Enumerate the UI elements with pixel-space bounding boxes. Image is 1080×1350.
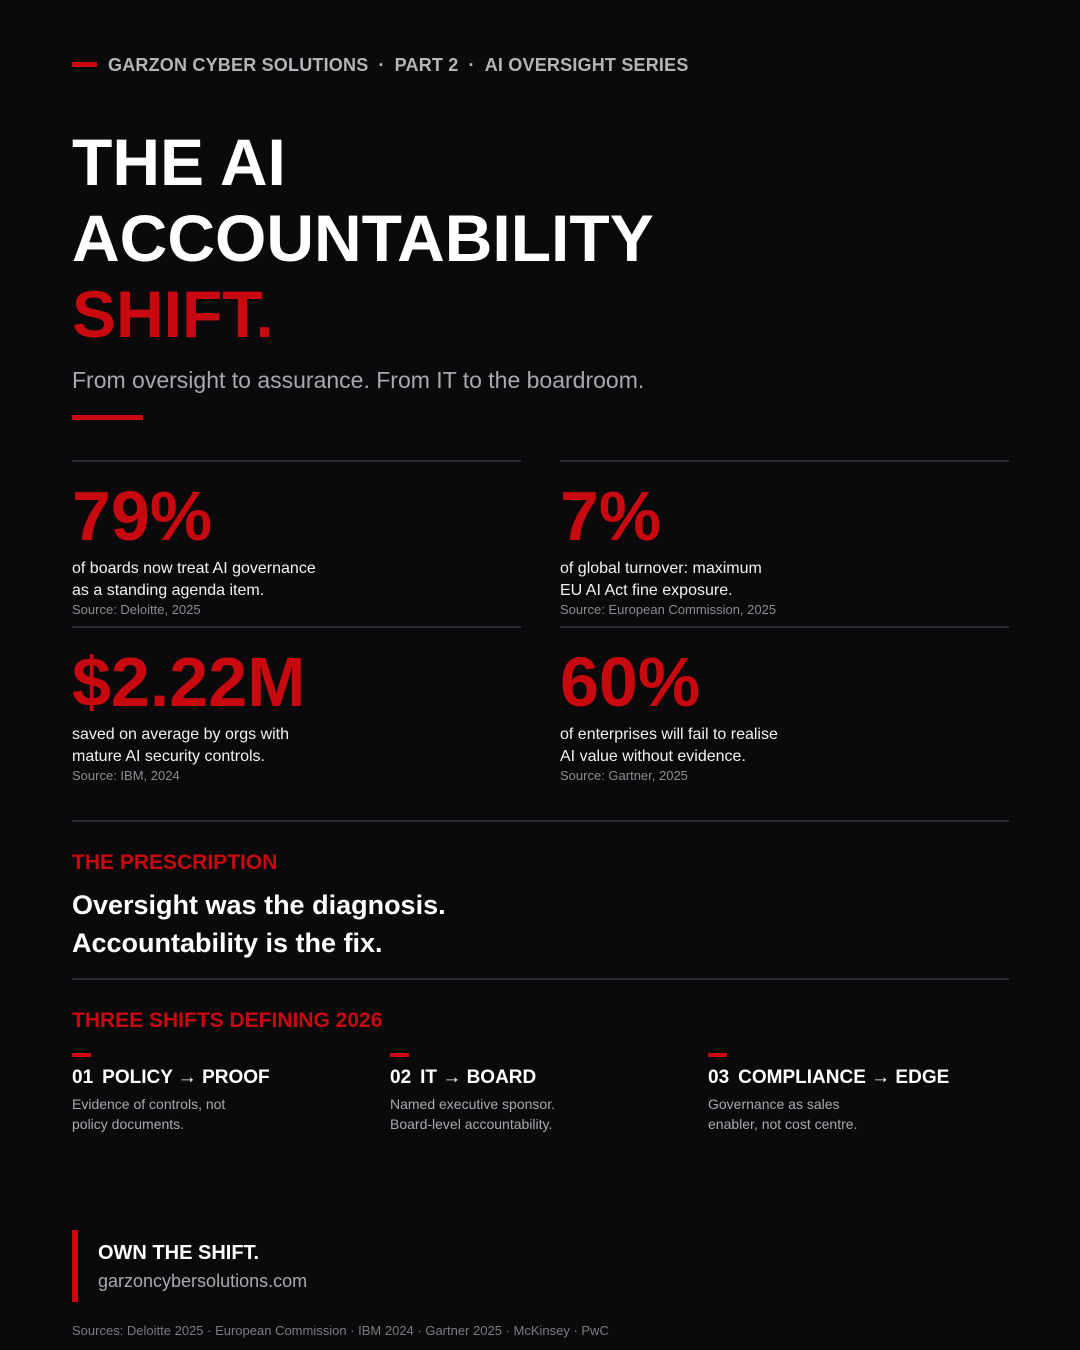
shift-description-line: Governance as sales — [708, 1096, 840, 1112]
prescription-statement — [72, 886, 446, 962]
stat-description-line: mature AI security controls. — [72, 748, 265, 765]
stat-value: 79% — [72, 477, 213, 555]
stat-divider — [560, 460, 1009, 462]
stat-source: Source: Gartner, 2025 — [560, 768, 688, 783]
shift-name: POLICY → PROOF — [102, 1067, 270, 1088]
prescription-label: THE PRESCRIPTION — [72, 851, 278, 874]
title-line-3: SHIFT. — [72, 277, 274, 351]
shifts-label: THREE SHIFTS DEFINING 2026 — [72, 1009, 383, 1032]
cta-title: OWN THE SHIFT. — [98, 1242, 260, 1264]
stat-description — [72, 724, 372, 768]
website-link[interactable]: garzoncybersolutions.com — [98, 1271, 308, 1291]
shift-title — [390, 1066, 536, 1090]
shift-accent-bar — [708, 1053, 727, 1057]
stat-description — [72, 558, 372, 602]
kicker-separator: · — [468, 55, 475, 75]
stat-divider — [560, 626, 1009, 628]
stat-description — [560, 558, 860, 602]
section-divider — [72, 978, 1009, 980]
shift-title — [72, 1066, 270, 1090]
cta-accent-bar — [72, 1230, 78, 1302]
prescription-line-2: Accountability is the fix. — [72, 928, 383, 958]
kicker-accent-bar — [72, 62, 97, 67]
shift-description — [390, 1094, 620, 1134]
stat-description-line: of enterprises will fail to realise — [560, 726, 778, 743]
shift-accent-bar — [390, 1053, 409, 1057]
section-divider — [72, 820, 1009, 822]
prescription-line-1: Oversight was the diagnosis. — [72, 890, 446, 920]
page-title — [72, 124, 972, 352]
shift-number: 01 — [72, 1067, 94, 1088]
shift-description-line: enabler, not cost centre. — [708, 1116, 858, 1132]
stat-description-line: as a standing agenda item. — [72, 582, 265, 599]
stat-value: 60% — [560, 643, 701, 721]
shift-description-line: Named executive sponsor. — [390, 1096, 555, 1112]
title-line-1: THE AI — [72, 125, 286, 199]
shift-name: IT → BOARD — [420, 1067, 537, 1088]
shift-description — [72, 1094, 302, 1134]
shift-number: 03 — [708, 1067, 730, 1088]
shift-description-line: Evidence of controls, not — [72, 1096, 226, 1112]
shift-description-line: Board-level accountability. — [390, 1116, 553, 1132]
stat-value: 7% — [560, 477, 662, 555]
stat-source: Source: European Commission, 2025 — [560, 602, 777, 617]
kicker-separator: · — [378, 55, 385, 75]
stat-divider — [72, 626, 521, 628]
stat-divider — [72, 460, 521, 462]
stat-description-line: AI value without evidence. — [560, 748, 746, 765]
title-line-2: ACCOUNTABILITY — [72, 201, 654, 275]
part-label: PART 2 — [394, 55, 459, 75]
series-label: AI OVERSIGHT SERIES — [484, 55, 689, 75]
kicker — [108, 54, 689, 76]
stat-description-line: saved on average by orgs with — [72, 726, 290, 743]
stat-description-line: of boards now treat AI governance — [72, 560, 316, 577]
subtitle: From oversight to assurance. From IT to the boardroom. — [72, 367, 645, 393]
subtitle-accent-bar — [72, 415, 143, 420]
shift-title — [708, 1066, 949, 1090]
stat-description-line: EU AI Act fine exposure. — [560, 582, 733, 599]
stat-description — [560, 724, 860, 768]
shift-accent-bar — [72, 1053, 91, 1057]
stat-source: Source: Deloitte, 2025 — [72, 602, 201, 617]
shift-description-line: policy documents. — [72, 1116, 185, 1132]
stat-description-line: of global turnover: maximum — [560, 560, 762, 577]
shift-number: 02 — [390, 1067, 412, 1088]
shift-description — [708, 1094, 938, 1134]
brand-name: GARZON CYBER SOLUTIONS — [108, 55, 369, 75]
footer-sources: Sources: Deloitte 2025 · European Commission · IBM 2024 · Gartner 2025 · McKinsey · PwC — [72, 1323, 609, 1338]
shift-name: COMPLIANCE → EDGE — [738, 1067, 950, 1088]
stat-source: Source: IBM, 2024 — [72, 768, 180, 783]
stat-value: $2.22M — [72, 643, 306, 721]
